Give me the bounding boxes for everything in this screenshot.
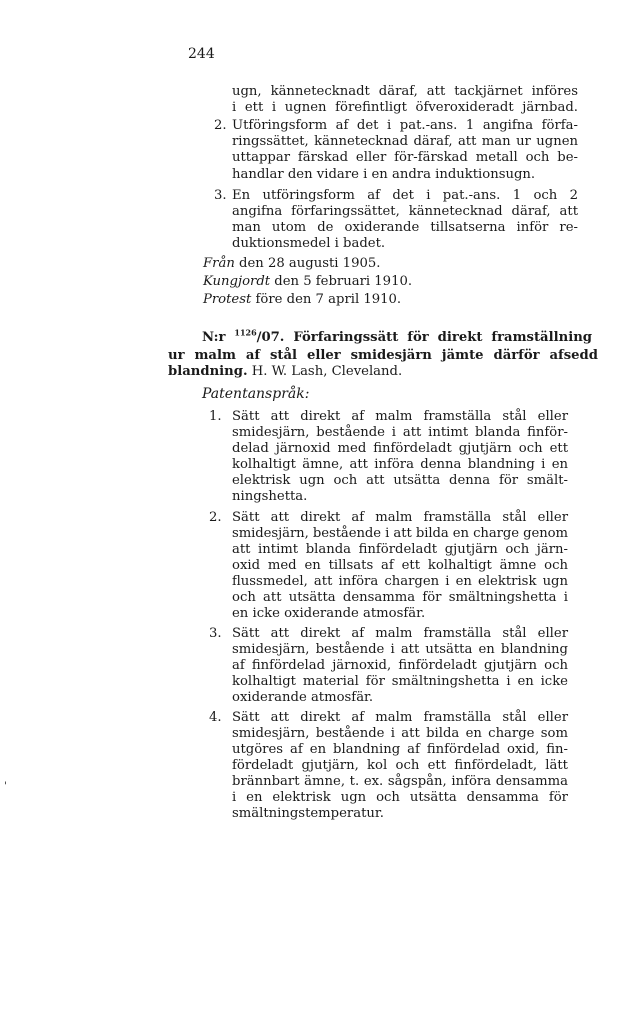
claim-line: fördeladt gjutjärn, kol och ett finfördeladt, lätt <box>232 758 568 773</box>
patent-number-prefix: N:r <box>202 330 226 345</box>
text-line: i ett i ugnen förefintligt öfveroxideradt järnbad. <box>232 100 578 115</box>
patent-title-line <box>168 364 402 380</box>
patent-title: Förfaringssätt för direkt framställning <box>293 330 593 345</box>
claim-line: en icke oxiderande atmosfär. <box>232 606 426 621</box>
page-number: 244 <box>188 46 215 62</box>
patent-title-end: blandning. <box>168 364 248 379</box>
claim-line: Sätt att direkt af malm framställa stål eller <box>232 510 568 525</box>
claim-line: duktionsmedel i badet. <box>232 236 386 251</box>
claim-line: brännbart ämne, t. ex. sågspån, införa densamma <box>232 774 568 789</box>
claim-line: oxiderande atmosfär. <box>232 690 374 705</box>
claim-line: kolhaltigt ämne, att införa denna blandning i en <box>232 457 568 472</box>
claim-line: smidesjärn, bestående i att intimt blanda finför- <box>232 425 568 440</box>
claim-line: delad järnoxid med finfördeladt gjutjärn och ett <box>232 441 568 456</box>
claim-line: Sätt att direkt af malm framställa stål eller <box>232 409 568 424</box>
claim-line: smidesjärn, bestående i att bilda en charge genom <box>232 526 568 541</box>
claim-line: smältningstemperatur. <box>232 806 384 821</box>
patent-title-line: ur malm af stål eller smidesjärn jämte därför afsedd <box>168 348 598 363</box>
claim-line: af finfördelad järnoxid, finfördeladt gjutjärn och <box>232 658 568 673</box>
claim-line: kolhaltigt material för smältningshetta i en icke <box>232 674 568 689</box>
claim-line: smidesjärn, bestående i att utsätta en blandning <box>232 642 568 657</box>
patent-title-line <box>202 327 593 346</box>
claim-line: elektrisk ugn och att utsätta denna för smält- <box>232 473 568 488</box>
claim-line: ringssättet, kännetecknad däraf, att man ur ugnen <box>232 134 578 149</box>
claim-line: Sätt att direkt af malm framställa stål eller <box>232 626 568 641</box>
claim-number: 3. <box>209 626 222 641</box>
claim-line: i en elektrisk ugn och utsätta densamma för <box>232 790 568 805</box>
date-label: Kungjordt <box>203 274 271 289</box>
patent-number-sup: 1126 <box>234 327 257 338</box>
claim-line: smidesjärn, bestående i att bilda en charge som <box>232 726 568 741</box>
claim-line: Sätt att direkt af malm framställa stål eller <box>232 710 568 725</box>
date-text: den 28 augusti 1905. <box>239 256 381 271</box>
date-label: Från <box>203 256 235 271</box>
claim-line: utgöres af en blandning af finfördelad oxid, fin- <box>232 742 568 757</box>
claim-number: 3. <box>214 188 227 203</box>
date-line <box>203 256 380 272</box>
claim-line: flussmedel, att införa chargen i en elektrisk ugn <box>232 574 568 589</box>
date-text: den 5 februari 1910. <box>274 274 413 289</box>
claim-line: Utföringsform af det i pat.-ans. 1 angifna förfa- <box>232 118 578 133</box>
date-line <box>203 292 401 308</box>
claim-line: angifna förfaringssättet, kännetecknad däraf, att <box>232 204 578 219</box>
patent-number-rest: /07. <box>256 330 285 345</box>
claims-heading: Patentanspråk: <box>202 386 310 402</box>
claim-number: 1. <box>209 409 222 424</box>
claim-number: 4. <box>209 710 222 725</box>
date-line <box>203 274 412 290</box>
patent-applicant: H. W. Lash, Cleveland. <box>251 364 403 379</box>
claim-line: man utom de oxiderande tillsatserna inför re- <box>232 220 578 235</box>
claim-line: och att utsätta densamma för smältningshetta i <box>232 590 568 605</box>
claim-line: att intimt blanda finfördeladt gjutjärn och järn- <box>232 542 568 557</box>
date-label: Protest <box>203 292 252 307</box>
claim-line: ningshetta. <box>232 489 308 504</box>
margin-mark: ' <box>4 781 7 792</box>
claim-number: 2. <box>209 510 222 525</box>
date-text: före den 7 april 1910. <box>255 292 402 307</box>
claim-number: 2. <box>214 118 227 133</box>
claim-line: handlar den vidare i en andra induktionsugn. <box>232 167 536 182</box>
claim-line: uttappar färskad eller för-färskad metall och be- <box>232 150 578 165</box>
text-line: ugn, kännetecknadt däraf, att tackjärnet införes <box>232 84 578 99</box>
claim-line: oxid med en tillsats af ett kolhaltigt ämne och <box>232 558 568 573</box>
claim-line: En utföringsform af det i pat.-ans. 1 och 2 <box>232 188 578 203</box>
